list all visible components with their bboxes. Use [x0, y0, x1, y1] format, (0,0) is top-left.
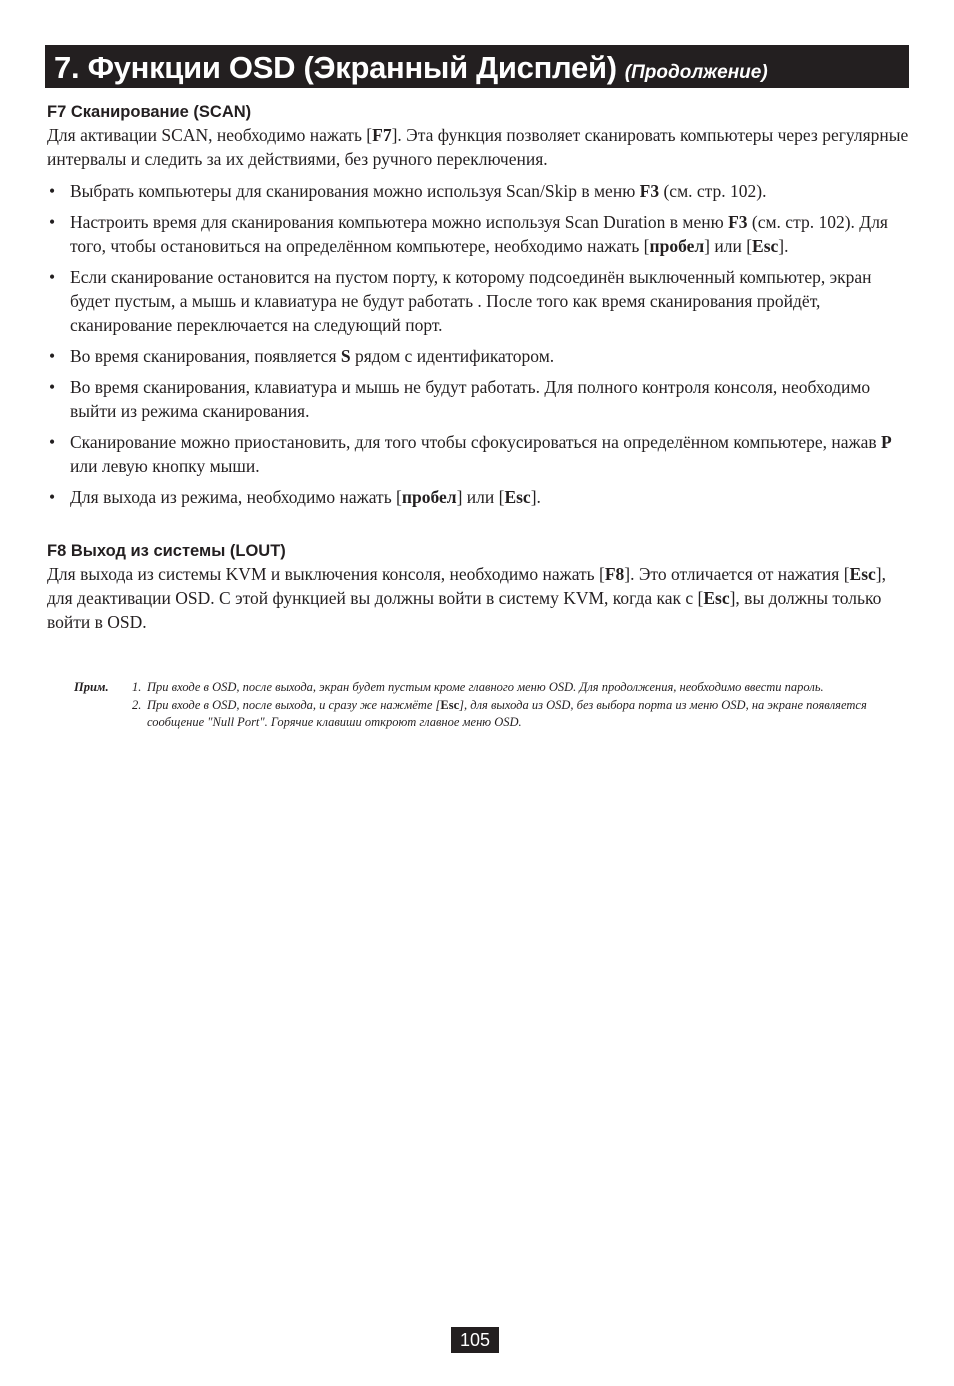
f7-intro-key: F7 [372, 125, 392, 145]
item-text: Настроить время для сканирования компьютера можно используя Scan Duration в меню [70, 212, 729, 232]
f8-key: Esc [703, 588, 730, 608]
item-text: ] или [ [456, 487, 505, 507]
f8-key: F8 [604, 564, 625, 584]
f8-text: ], вы должны только войти в OSD. [47, 588, 882, 632]
item-key: пробел [401, 487, 457, 507]
section-title-continued: (Продолжение) [624, 62, 768, 83]
list-item [47, 179, 909, 203]
bullet-icon: • [49, 346, 56, 366]
item-text: (см. стр. 102). [659, 181, 767, 201]
item-text: рядом с идентификатором. [350, 346, 555, 366]
note-number: 2. [132, 697, 142, 712]
bullet-icon: • [49, 212, 56, 232]
item-text: ]. [530, 487, 541, 507]
note-key: Esc [440, 697, 460, 712]
f7-heading: F7 Сканирование (SCAN) [47, 103, 252, 121]
item-key: Esc [504, 487, 531, 507]
item-text: (см. стр. 102). Для того, чтобы остановиться на определённом компьютере, необходимо нажать [ [70, 212, 888, 256]
section-spacer [47, 516, 909, 540]
item-key: Esc [752, 236, 779, 256]
section-title-bar [45, 45, 909, 88]
item-text: Во время сканирования, клавиатура и мышь не будут работать. Для полного контроля консоля, необходимо выйти из режима сканирования. [70, 377, 871, 421]
bullet-icon: • [49, 267, 56, 287]
note-label: Прим. [74, 680, 109, 694]
page-number: 105 [451, 1327, 499, 1353]
f8-text: ]. Это отличается от нажатия [ [624, 564, 850, 584]
list-item [47, 344, 909, 368]
note-item [74, 679, 909, 697]
f7-bullet-list [47, 179, 909, 509]
item-key: P [881, 432, 892, 452]
bullet-icon: • [49, 487, 56, 507]
item-text: Сканирование можно приостановить, для того чтобы сфокусироваться на определённом компьютере, нажав [70, 432, 881, 452]
list-item [47, 375, 909, 423]
list-item [47, 210, 909, 258]
note-text [147, 697, 909, 732]
notes-block [74, 679, 909, 732]
list-item [47, 265, 909, 337]
f8-text: ], для деактивации OSD. С этой функцией вы должны войти в систему KVM, когда как с [ [47, 564, 886, 608]
bullet-icon: • [49, 181, 56, 201]
f7-intro-text-1: Для активации SCAN, необходимо нажать [ [47, 125, 373, 145]
item-text: Выбрать компьютеры для сканирования можно используя Scan/Skip в меню [70, 181, 640, 201]
main-content [47, 101, 909, 634]
list-item [47, 485, 909, 509]
note-item [74, 697, 909, 732]
item-key: F3 [639, 181, 660, 201]
note-number: 1. [132, 680, 142, 694]
note-label-spacer [74, 697, 132, 732]
item-key: пробел [649, 236, 705, 256]
item-text: Во время сканирования, появляется [70, 346, 341, 366]
item-key: S [340, 346, 351, 366]
f7-intro-text-2: ]. Эта функция позволяет сканировать компьютеры через регулярные интервалы и следить за их действиями, без ручного переключения. [47, 125, 909, 169]
note-text-part: При входе в OSD, после выхода, экран будет пустым кроме главного меню OSD. Для продолжения, необходимо ввести пароль. [147, 680, 824, 694]
bullet-icon: • [49, 377, 56, 397]
item-text: ] или [ [704, 236, 753, 256]
bullet-icon: • [49, 432, 56, 452]
f8-key: Esc [849, 564, 876, 584]
item-text: Для выхода из режима, необходимо нажать [ [70, 487, 402, 507]
note-text [147, 679, 909, 697]
item-text: ]. [778, 236, 789, 256]
list-item [47, 430, 909, 478]
item-text: или левую кнопку мыши. [70, 456, 260, 476]
note-text-part: ], для выхода из OSD, без выбора порта из меню OSD, на экране появляется сообщение "Null Port". Горячие клавиши откроют главное меню OSD. [147, 697, 867, 729]
f8-paragraph [47, 562, 909, 634]
f8-text: Для выхода из системы KVM и выключения консоля, необходимо нажать [ [47, 564, 605, 584]
f8-heading: F8 Выход из системы (LOUT) [47, 542, 286, 560]
f7-intro [47, 123, 909, 171]
item-text: Если сканирование остановится на пустом порту, к которому подсоединён выключенный компьютер, экран будет пустым, а мышь и клавиатура не будут работать . После того как время сканирования пройдёт, сканирование переключается на следующий порт. [70, 267, 872, 335]
item-key: F3 [728, 212, 748, 232]
note-text-part: При входе в OSD, после выхода, и сразу же нажмёте [ [147, 697, 441, 712]
section-title: 7. Функции OSD (Экранный Дисплей) [54, 50, 617, 85]
